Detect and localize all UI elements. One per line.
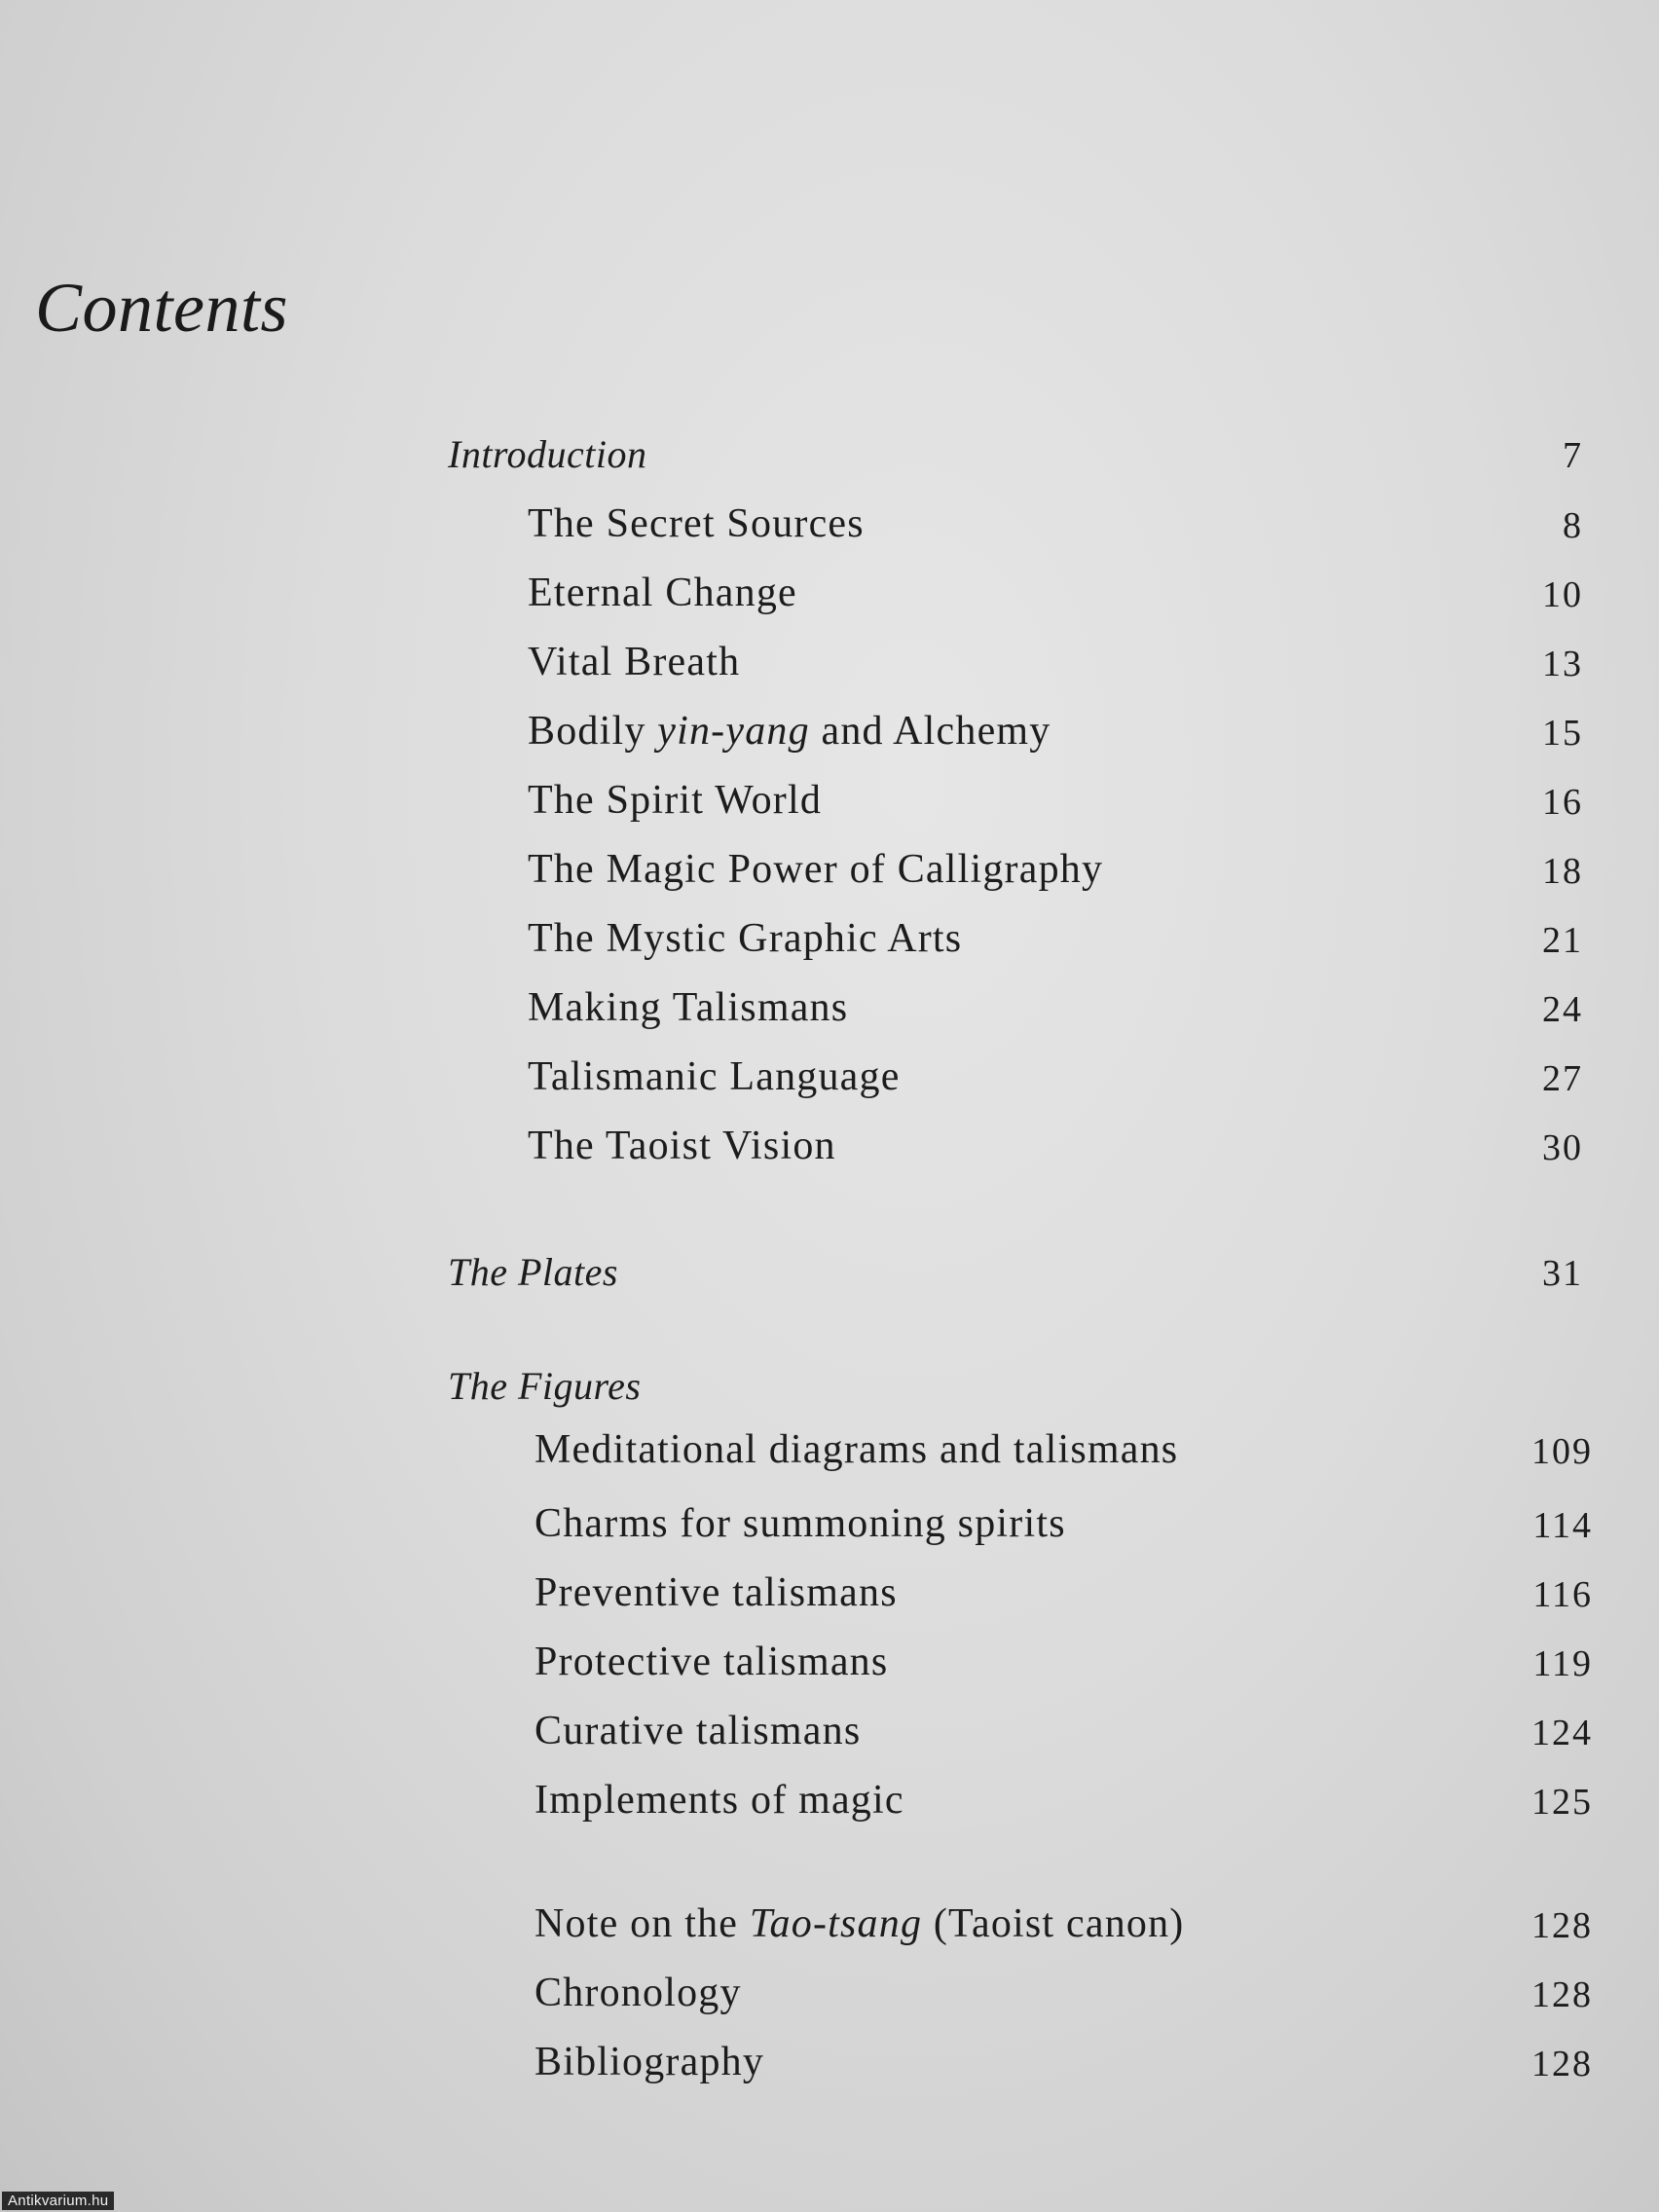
toc-entry-label: Chronology	[535, 1971, 742, 2015]
toc-page-number: 114	[1532, 1505, 1593, 1546]
toc-page-number: 7	[1563, 435, 1583, 476]
toc-entry	[0, 1706, 1659, 1764]
toc-entry	[0, 1424, 1659, 1483]
toc-entry-label: Making Talismans	[528, 985, 849, 1030]
toc-entry-label: Protective talismans	[535, 1640, 889, 1684]
toc-entry-label: The Secret Sources	[528, 501, 865, 546]
toc-entry	[0, 1968, 1659, 2026]
toc-entry-label: Bibliography	[535, 2040, 765, 2084]
toc-entry	[0, 913, 1659, 972]
toc-entry-label: Preventive talismans	[535, 1570, 898, 1615]
toc-entry-label-prefix: Bodily	[528, 709, 658, 754]
toc-entry-label: Charms for summoning spirits	[535, 1501, 1066, 1546]
toc-page-number: 24	[1542, 989, 1583, 1030]
watermark: Antikvarium.hu	[2, 2192, 114, 2210]
toc-page-number: 109	[1531, 1431, 1593, 1472]
toc-entry-label: The Magic Power of Calligraphy	[528, 847, 1104, 892]
toc-entry	[0, 1121, 1659, 1179]
toc-page-number: 10	[1542, 574, 1583, 615]
toc-entry-label-suffix: (Taoist canon)	[922, 1901, 1185, 1946]
toc-section-label: The Figures	[448, 1364, 642, 1408]
toc-entry	[0, 2037, 1659, 2095]
toc-page-number: 21	[1542, 920, 1583, 961]
toc-entry-label	[528, 708, 1051, 755]
toc-entry-label: Implements of magic	[535, 1778, 904, 1823]
toc-page-number: 125	[1531, 1782, 1593, 1823]
toc-entry-label-italic: Tao-tsang	[749, 1901, 923, 1946]
toc-section-label: The Plates	[448, 1250, 618, 1294]
toc-entry-label: The Spirit World	[528, 778, 823, 823]
toc-entry	[0, 568, 1659, 626]
toc-entry-label	[535, 1900, 1184, 1947]
toc-page-number: 15	[1542, 713, 1583, 754]
toc-entry	[0, 1637, 1659, 1695]
toc-page-number: 119	[1532, 1643, 1593, 1684]
toc-entry	[0, 1567, 1659, 1626]
toc-page-number: 128	[1531, 1905, 1593, 1946]
toc-entry	[0, 844, 1659, 903]
toc-entry	[0, 706, 1659, 764]
toc-page-number: 124	[1531, 1713, 1593, 1753]
toc-entry-label: Eternal Change	[528, 571, 797, 615]
toc-entry	[0, 637, 1659, 695]
toc-entry-label-italic: yin-yang	[657, 709, 810, 754]
toc-entry-label: Meditational diagrams and talismans	[535, 1427, 1179, 1472]
toc-page-number: 128	[1531, 2044, 1593, 2084]
toc-section-figures	[0, 1360, 1659, 1419]
toc-entry-label-prefix: Note on the	[535, 1901, 750, 1946]
toc-entry	[0, 982, 1659, 1041]
toc-entry-label: The Mystic Graphic Arts	[528, 916, 963, 961]
toc-entry	[0, 775, 1659, 833]
toc-page-number: 18	[1542, 851, 1583, 892]
toc-entry	[0, 1051, 1659, 1110]
toc-section-plates	[0, 1246, 1659, 1305]
toc-page-number: 116	[1532, 1574, 1593, 1615]
toc-section-label: Introduction	[448, 432, 647, 476]
toc-entry-label-suffix: and Alchemy	[809, 709, 1051, 754]
toc-page-number: 13	[1542, 644, 1583, 684]
toc-page-number: 16	[1542, 782, 1583, 823]
toc-section-introduction	[0, 428, 1659, 487]
toc-entry-label: Vital Breath	[528, 640, 741, 684]
toc-page-number: 31	[1542, 1253, 1583, 1294]
toc-entry	[0, 1775, 1659, 1833]
toc-page-number: 30	[1542, 1127, 1583, 1168]
toc-entry-label: Talismanic Language	[528, 1054, 901, 1099]
toc-entry	[0, 1498, 1659, 1557]
page-title: Contents	[35, 269, 289, 347]
toc-entry	[0, 498, 1659, 557]
toc-page-number: 8	[1563, 505, 1583, 546]
toc-entry-label: The Taoist Vision	[528, 1124, 836, 1168]
toc-entry-label: Curative talismans	[535, 1709, 862, 1753]
toc-entry	[0, 1899, 1659, 1957]
toc-page-number: 27	[1542, 1058, 1583, 1099]
toc-page-number: 128	[1531, 1974, 1593, 2015]
